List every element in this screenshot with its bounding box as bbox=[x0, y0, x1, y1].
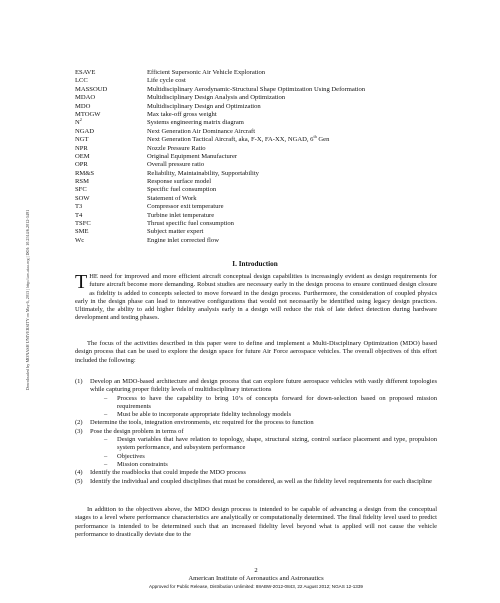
abbreviation-row bbox=[75, 195, 455, 203]
approval-notice: Approved for Public Release, Distribution Unlimited: 88ABW-2012-0843, 22 August 2012; NGAS 12-1339 bbox=[149, 584, 363, 589]
sub-objective-text: Design variables that have relation to topology, shape, structural sizing, control surface placement and type, propulsion system performance, and subsystem performance bbox=[117, 436, 437, 452]
abbreviation-row bbox=[75, 220, 455, 228]
abbreviation-term: T3 bbox=[75, 203, 83, 211]
abbreviation-row bbox=[75, 228, 455, 236]
abbreviation-definition: Reliability, Maintainability, Supportability bbox=[147, 169, 259, 177]
objectives-list bbox=[75, 378, 437, 486]
intro-paragraph bbox=[75, 273, 437, 323]
abbreviation-term: ESAVE bbox=[75, 69, 96, 76]
abbreviation-definition: Next Generation Air Dominance Aircraft bbox=[147, 127, 256, 135]
sub-objective bbox=[75, 453, 437, 461]
abbreviation-row bbox=[75, 103, 455, 111]
organization-name: American Institute of Aeronautics and Astronautics bbox=[188, 575, 324, 582]
objective-number: (3) bbox=[75, 427, 83, 435]
objective-text: Pose the design problem in terms of bbox=[90, 427, 184, 435]
dash-bullet: – bbox=[104, 394, 108, 402]
objective-number: (4) bbox=[75, 469, 83, 477]
abbreviation-row bbox=[75, 203, 455, 211]
abbreviation-row bbox=[75, 111, 455, 119]
download-watermark-text: Downloaded by MONASH UNIVERSITY on May 6, 2013 | http://arc.aiaa.org | DOI: 10.2514/6.2012-5491 bbox=[25, 209, 30, 391]
objective-text: Develop an MDO-based architecture and design process that can explore future aerospace vehicles with vastly different topologies while capturing proper fidelity levels of multidisciplinary interactions bbox=[90, 378, 437, 394]
objective-text: Identify the roadblocks that could impede the MDO process bbox=[90, 469, 246, 477]
dash-bullet: – bbox=[104, 460, 108, 468]
objective-item bbox=[75, 419, 437, 427]
abbreviation-term: RM&S bbox=[75, 169, 95, 177]
abbreviation-row bbox=[75, 128, 455, 136]
abbreviation-definition: Turbine inlet temperature bbox=[147, 211, 215, 219]
abbreviation-definition: Max take-off gross weight bbox=[147, 110, 217, 118]
abbreviation-term: Wc bbox=[75, 236, 85, 244]
objective-number: (1) bbox=[75, 378, 83, 385]
abbreviation-term: MDO bbox=[75, 102, 91, 110]
dash-bullet: – bbox=[104, 436, 108, 444]
abbreviation-row bbox=[75, 145, 455, 153]
abbreviation-definition: Multidisciplinary Aerodynamic-Structural Shape Optimization Using Deformation bbox=[147, 85, 366, 93]
abbreviation-definition: Specific fuel consumption bbox=[147, 186, 217, 194]
abbreviation-definition: Compressor exit temperature bbox=[147, 203, 224, 211]
abbreviation-row bbox=[75, 178, 455, 186]
objective-number: (2) bbox=[75, 419, 83, 427]
abbreviation-term: LCC bbox=[75, 77, 88, 85]
abbreviation-term: SOW bbox=[75, 194, 90, 202]
abbreviation-term: SFC bbox=[75, 186, 87, 194]
abbreviation-definition: Multidisciplinary Design Analysis and Optimization bbox=[147, 94, 286, 102]
page-footer bbox=[75, 567, 437, 590]
abbreviation-row bbox=[75, 69, 455, 77]
objective-text: Identify the individual and coupled disciplines that must be considered, as well as the fidelity level requirements for each discipline bbox=[90, 477, 432, 485]
abbreviation-definition: Original Equipment Manufacturer bbox=[147, 152, 238, 160]
sub-objective bbox=[75, 461, 437, 469]
abbreviation-definition: Response surface model bbox=[147, 178, 212, 186]
abbreviation-definition: Life cycle cost bbox=[147, 77, 186, 85]
abbreviation-term: RSM bbox=[75, 178, 89, 186]
abbreviation-definition: Efficient Supersonic Air Vehicle Exploration bbox=[147, 69, 266, 76]
objective-item bbox=[75, 478, 437, 486]
dash-bullet: – bbox=[104, 452, 108, 460]
objective-number: (5) bbox=[75, 477, 83, 485]
abbreviation-definition: Overall pressure ratio bbox=[147, 161, 205, 169]
abbreviation-row bbox=[75, 212, 455, 220]
abbreviations-list bbox=[75, 69, 455, 245]
abbreviation-definition: Next Generation Tactical Aircraft, aka, F-X, FA-XX, NGAD, 6th Gen bbox=[147, 133, 330, 144]
closing-paragraph: In addition to the objectives above, the MDO design process is intended to be capable of advancing a design from the conceptual stages to a level where performance characteristics are analytically or computationally determined. The final fidelity level used to predict performance is intended to be determined such that an increased fidelity level beyond what is applied will not cause the vehicle performance to drastically deviate due to the bbox=[75, 506, 437, 538]
sub-objective-text: Mission constraints bbox=[117, 460, 168, 468]
abbreviation-row bbox=[75, 133, 455, 144]
drop-cap: T bbox=[75, 271, 88, 293]
abbreviation-row bbox=[75, 153, 455, 161]
abbreviation-row bbox=[75, 186, 455, 194]
abbreviation-row bbox=[75, 94, 455, 102]
abbreviation-definition: Multidisciplinary Design and Optimization bbox=[147, 102, 261, 110]
abbreviation-term: MDAO bbox=[75, 94, 96, 102]
abbreviation-term: OEM bbox=[75, 152, 90, 160]
abbreviation-term: MTOGW bbox=[75, 110, 101, 118]
abbreviation-row bbox=[75, 170, 455, 178]
abbreviation-definition: Systems engineering matrix diagram bbox=[147, 119, 244, 127]
abbreviation-term: T4 bbox=[75, 211, 83, 219]
sub-objective-text: Objectives bbox=[117, 452, 145, 460]
abbreviation-row bbox=[75, 161, 455, 169]
objective-item bbox=[75, 378, 437, 395]
abbreviation-row bbox=[75, 237, 455, 245]
focus-paragraph: The focus of the activities described in this paper were to define and implement a Multi-Disciplinary Optimization (MDO) based design process that can be used to explore the design space for future Air Force aerospace vehicles. The overall objectives of this effort included the following: bbox=[75, 340, 437, 364]
sub-objective-text: Must be able to incorporate appropriate fidelity technology models bbox=[117, 411, 292, 419]
abbreviation-row bbox=[75, 86, 455, 94]
download-watermark bbox=[23, 140, 33, 460]
sub-objective bbox=[75, 436, 437, 453]
sub-objective-text: Process to have the capability to bring 10’s of concepts forward for down-selection based on proposed mission requirements bbox=[117, 394, 437, 410]
abbreviation-definition: Statement of Work bbox=[147, 194, 197, 202]
objective-item bbox=[75, 428, 437, 436]
abbreviation-term: $N^2$ bbox=[75, 117, 82, 127]
page-number: 2 bbox=[254, 567, 258, 574]
abbreviation-term: NPR bbox=[75, 144, 88, 152]
sub-objective bbox=[75, 411, 437, 419]
abbreviation-term: NGAD bbox=[75, 127, 95, 135]
abbreviation-term: TSFC bbox=[75, 220, 91, 228]
abbreviation-definition: Engine inlet corrected flow bbox=[147, 236, 219, 244]
dash-bullet: – bbox=[104, 411, 108, 419]
abbreviation-definition: Subject matter expert bbox=[147, 228, 204, 236]
abbreviation-row bbox=[75, 119, 455, 127]
sub-objective bbox=[75, 395, 437, 412]
abbreviation-term: SME bbox=[75, 228, 89, 236]
abbreviation-term: OPR bbox=[75, 161, 88, 169]
intro-paragraph-text: HE need for improved and more efficient aircraft conceptual design capabilities is increasingly evident as design requirements for future aircraft become more demanding. Robust studies are necessary early in the design process to ensure continued design closure as fidelity is added to concepts selected to move forward in the design process. Furthermore, the consideration of coupled physics early in the design phase can lead to innovative configurations that would not necessarily be identified using legacy design practices. Ultimately, the ability to add higher fidelity analysis early in a design will reduce the risk of late defect detection during hardware development and testing phases. bbox=[75, 273, 437, 322]
abbreviation-term: MASSOUD bbox=[75, 85, 108, 93]
abbreviation-definition: Nozzle Pressure Ratio bbox=[147, 144, 206, 152]
objective-item bbox=[75, 469, 437, 477]
abbreviation-row bbox=[75, 77, 455, 85]
objective-text: Determine the tools, integration environments, etc required for the process to function bbox=[90, 419, 314, 427]
abbreviation-definition: Thrust specific fuel consumption bbox=[147, 220, 234, 228]
section-heading-introduction: I. Introduction bbox=[232, 260, 278, 268]
abbreviation-term: NGT bbox=[75, 136, 89, 144]
